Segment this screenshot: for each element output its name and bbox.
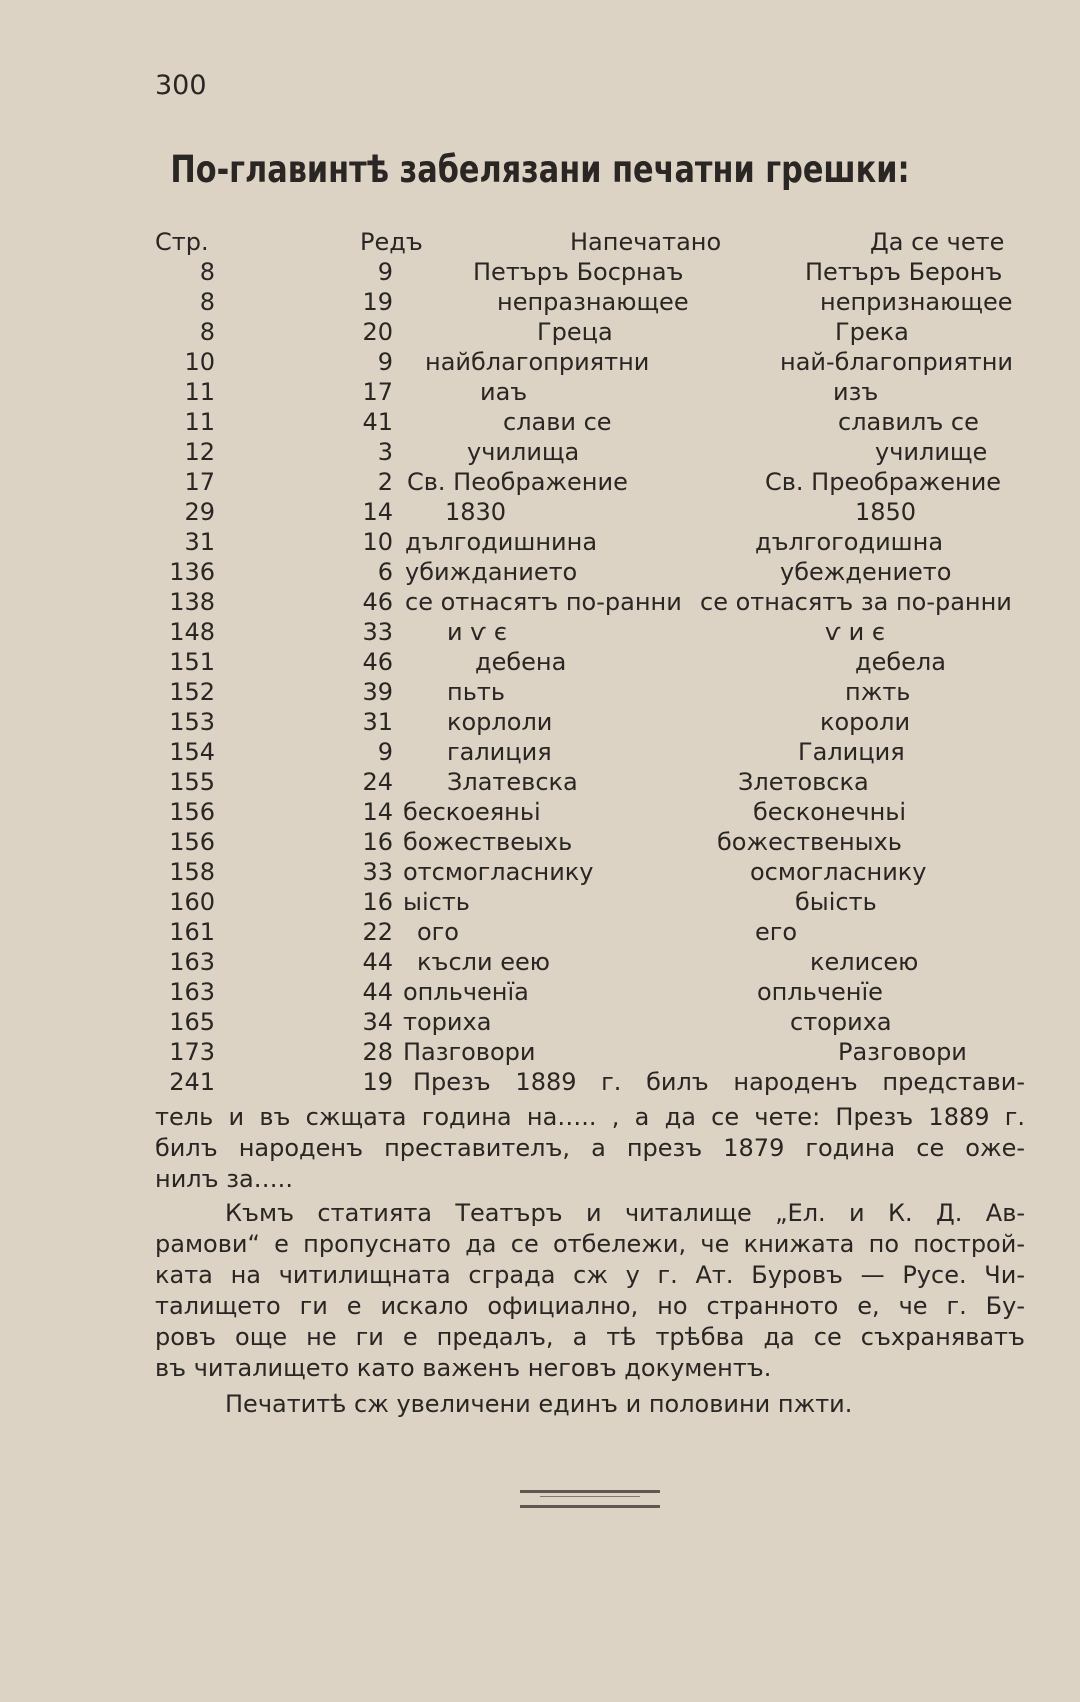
row-read: Петъръ Беронъ (805, 258, 1003, 286)
row-page: 160 (169, 888, 215, 916)
row-printed: ыість (403, 888, 470, 916)
row-page: 8 (199, 288, 215, 316)
row-read: Св. Преображение (765, 468, 1002, 496)
row-read: келисею (810, 948, 919, 976)
errata-row (155, 858, 1025, 888)
errata-row (155, 558, 1025, 588)
row-printed: и ѵ є (447, 618, 507, 646)
row-printed: найблагоприятни (425, 348, 650, 376)
page-title: По-главинтѣ забелязани печатни грешки: (170, 148, 910, 191)
row-page: 8 (199, 318, 215, 346)
row-printed: ториха (403, 1008, 492, 1036)
row-printed: божествеыхь (403, 828, 573, 856)
errata-continuation-line: билъ народенъ преставителъ, а презъ 1879 година се оже- (155, 1134, 1025, 1162)
row-line: 44 (362, 948, 393, 976)
row-page: 31 (184, 528, 215, 556)
row-line: 6 (377, 558, 393, 586)
row-printed: бескоеяньі (403, 798, 541, 826)
row-page: 163 (169, 978, 215, 1006)
errata-row (155, 618, 1025, 648)
row-printed: корлоли (447, 708, 553, 736)
row-page: 136 (169, 558, 215, 586)
row-read: най-благоприятни (780, 348, 1014, 376)
row-page: 154 (169, 738, 215, 766)
row-page: 17 (184, 468, 215, 496)
row-read: училище (875, 438, 988, 466)
row-read: опльченїе (757, 978, 883, 1006)
row-printed: Презъ 1889 г. билъ народенъ представи- (413, 1068, 1025, 1096)
row-read: дългогодишна (755, 528, 944, 556)
row-page: 152 (169, 678, 215, 706)
errata-row (155, 918, 1025, 948)
row-printed: иаъ (480, 378, 528, 406)
errata-row (155, 948, 1025, 978)
row-line: 17 (362, 378, 393, 406)
row-printed: дългодишнина (405, 528, 598, 556)
row-printed: пьть (447, 678, 505, 706)
row-read: славилъ се (838, 408, 979, 436)
errata-row (155, 468, 1025, 498)
paragraph-line: талището ги е искало официално, но странното е, че г. Бу- (155, 1292, 1025, 1320)
row-page: 158 (169, 858, 215, 886)
errata-table (155, 228, 1025, 1098)
errata-row (155, 408, 1025, 438)
row-read: сториха (790, 1008, 892, 1036)
row-line: 46 (362, 588, 393, 616)
row-line: 33 (362, 858, 393, 886)
row-read: Грека (835, 318, 909, 346)
row-line: 28 (362, 1038, 393, 1066)
paragraph-line: Къмъ статията Театъръ и читалище „Ел. и К. Д. Ав- (225, 1199, 1025, 1227)
row-line: 19 (362, 288, 393, 316)
errata-row (155, 978, 1025, 1008)
row-printed: ого (417, 918, 459, 946)
header-printed: Напечатано (570, 228, 722, 256)
row-printed: училища (467, 438, 580, 466)
paragraph-line: ката на читилищната сграда сж у г. Ат. Буровъ — Русе. Чи- (155, 1261, 1025, 1289)
errata-row (155, 768, 1025, 798)
row-read: Галиция (798, 738, 905, 766)
row-page: 11 (184, 408, 215, 436)
row-printed: Пазговори (403, 1038, 536, 1066)
row-read: его (755, 918, 798, 946)
row-line: 16 (362, 888, 393, 916)
row-printed: Св. Пеображение (407, 468, 628, 496)
errata-row (155, 1008, 1025, 1038)
row-line: 10 (362, 528, 393, 556)
row-page: 29 (184, 498, 215, 526)
row-page: 8 (199, 258, 215, 286)
header-page: Стр. (155, 228, 209, 256)
row-page: 156 (169, 828, 215, 856)
row-printed: галиция (447, 738, 552, 766)
row-read: Разговори (838, 1038, 967, 1066)
row-line: 31 (362, 708, 393, 736)
row-read: пжть (845, 678, 911, 706)
row-line: 33 (362, 618, 393, 646)
errata-row (155, 798, 1025, 828)
errata-header-row (155, 228, 1025, 258)
row-page: 161 (169, 918, 215, 946)
row-printed: дебена (475, 648, 567, 676)
row-read: бесконечньі (753, 798, 907, 826)
row-page: 148 (169, 618, 215, 646)
row-line: 9 (377, 258, 393, 286)
row-line: 19 (362, 1068, 393, 1096)
row-line: 2 (377, 468, 393, 496)
row-page: 155 (169, 768, 215, 796)
omission-paragraph (155, 1198, 1025, 1384)
errata-row (155, 258, 1025, 288)
row-line: 34 (362, 1008, 393, 1036)
row-read: короли (820, 708, 911, 736)
row-page: 151 (169, 648, 215, 676)
errata-row (155, 498, 1025, 528)
row-printed: Петъръ Босрнаъ (473, 258, 684, 286)
errata-row (155, 678, 1025, 708)
errata-row (155, 1038, 1025, 1068)
row-line: 46 (362, 648, 393, 676)
end-ornament (520, 1490, 660, 1508)
row-line: 16 (362, 828, 393, 856)
row-read: быість (795, 888, 877, 916)
paragraph-line: въ читалището като важенъ неговъ документъ. (155, 1354, 772, 1382)
row-printed: опльченїа (403, 978, 529, 1006)
row-read: се отнасятъ за по-ранни (700, 588, 1012, 616)
header-read: Да се чете (870, 228, 1005, 256)
row-line: 14 (362, 798, 393, 826)
row-line: 3 (377, 438, 393, 466)
errata-row (155, 1068, 1025, 1098)
errata-row (155, 378, 1025, 408)
row-page: 12 (184, 438, 215, 466)
row-read: божественыхь (717, 828, 902, 856)
row-printed: непразнающее (497, 288, 689, 316)
row-printed: Греца (537, 318, 613, 346)
row-page: 138 (169, 588, 215, 616)
errata-row (155, 708, 1025, 738)
row-printed: 1830 (445, 498, 507, 526)
row-page: 10 (184, 348, 215, 376)
row-page: 241 (169, 1068, 215, 1096)
row-read: убеждението (780, 558, 952, 586)
row-printed: се отнасятъ по-ранни (405, 588, 682, 616)
paragraph-line: рамови“ е пропуснато да се отбележи, че книжата по построй- (155, 1230, 1025, 1258)
row-printed: слави се (503, 408, 612, 436)
errata-row (155, 588, 1025, 618)
row-read: Злетовска (738, 768, 869, 796)
errata-row (155, 648, 1025, 678)
row-read: дебела (855, 648, 946, 676)
row-line: 20 (362, 318, 393, 346)
row-read: ѵ и є (825, 618, 885, 646)
row-read: изъ (833, 378, 879, 406)
row-line: 9 (377, 348, 393, 376)
row-printed: Златевска (447, 768, 578, 796)
errata-row (155, 318, 1025, 348)
errata-row (155, 348, 1025, 378)
row-line: 41 (362, 408, 393, 436)
errata-continuation (155, 1102, 1025, 1195)
row-page: 11 (184, 378, 215, 406)
row-line: 39 (362, 678, 393, 706)
row-page: 165 (169, 1008, 215, 1036)
row-page: 156 (169, 798, 215, 826)
row-page: 173 (169, 1038, 215, 1066)
row-printed: късли еею (417, 948, 550, 976)
row-line: 9 (377, 738, 393, 766)
errata-row (155, 888, 1025, 918)
row-line: 22 (362, 918, 393, 946)
errata-row (155, 438, 1025, 468)
seal-note: Печатитѣ сж увеличени единъ и половини пжти. (225, 1390, 853, 1418)
errata-row (155, 528, 1025, 558)
row-printed: убижданието (405, 558, 578, 586)
page-number: 300 (155, 70, 207, 101)
paragraph-line: ровъ още не ги е предалъ, а тѣ трѣбва да се съхраняватъ (155, 1323, 1025, 1351)
row-page: 163 (169, 948, 215, 976)
errata-row (155, 288, 1025, 318)
errata-continuation-line: нилъ за….. (155, 1165, 293, 1193)
row-line: 24 (362, 768, 393, 796)
header-line: Редъ (360, 228, 423, 256)
row-printed: отсмогласнику (403, 858, 594, 886)
row-line: 14 (362, 498, 393, 526)
row-line: 44 (362, 978, 393, 1006)
errata-continuation-line: тель и въ сжщата година на….. , а да се чете: Презъ 1889 г. (155, 1103, 1025, 1131)
row-page: 153 (169, 708, 215, 736)
row-read: непризнающее (820, 288, 1013, 316)
row-read: 1850 (855, 498, 917, 526)
errata-row (155, 828, 1025, 858)
row-read: осмогласнику (750, 858, 927, 886)
errata-row (155, 738, 1025, 768)
